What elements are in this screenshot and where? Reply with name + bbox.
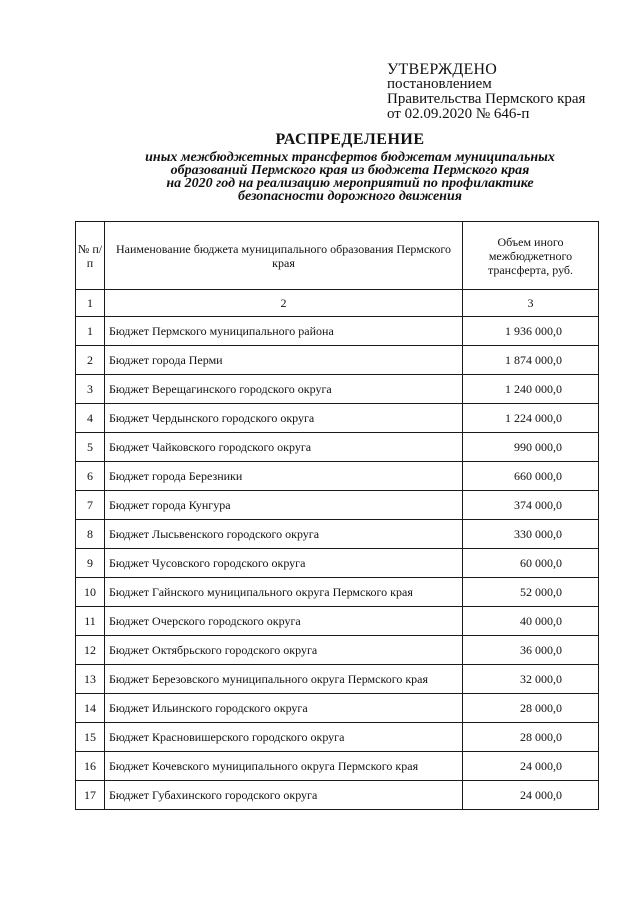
row-number: 17 <box>76 781 105 810</box>
budget-name: Бюджет города Перми <box>105 346 463 375</box>
budget-name: Бюджет Очерского городского округа <box>105 607 463 636</box>
row-number: 16 <box>76 752 105 781</box>
row-number: 12 <box>76 636 105 665</box>
table-row <box>76 433 599 462</box>
budget-name: Бюджет города Кунгура <box>105 491 463 520</box>
table-row <box>76 752 599 781</box>
budget-name: Бюджет Пермского муниципального района <box>105 317 463 346</box>
budget-name: Бюджет Ильинского городского округа <box>105 694 463 723</box>
budget-name: Бюджет Губахинского городского округа <box>105 781 463 810</box>
table-row <box>76 520 599 549</box>
column-number: 1 <box>76 290 105 317</box>
table-row <box>76 578 599 607</box>
table-row <box>76 549 599 578</box>
approval-stamp <box>387 62 637 122</box>
column-number: 2 <box>105 290 463 317</box>
table-row <box>76 491 599 520</box>
row-number: 7 <box>76 491 105 520</box>
header-name: Наименование бюджета муниципального образования Пермского края <box>105 222 463 290</box>
table-row <box>76 723 599 752</box>
transfer-amount: 24 000,0 <box>463 781 599 810</box>
transfer-amount: 374 000,0 <box>463 491 599 520</box>
subtitle-line: безопасности дорожного движения <box>238 189 462 204</box>
approval-line: Правительства Пермского края <box>387 91 586 107</box>
transfer-amount: 60 000,0 <box>463 549 599 578</box>
budget-name: Бюджет Чердынского городского округа <box>105 404 463 433</box>
row-number: 14 <box>76 694 105 723</box>
table-row <box>76 317 599 346</box>
transfer-amount: 1 936 000,0 <box>463 317 599 346</box>
table-row <box>76 462 599 491</box>
table-row <box>76 404 599 433</box>
column-number-row <box>76 290 599 317</box>
document-title: РАСПРЕДЕЛЕНИЕ <box>275 131 425 148</box>
budget-name: Бюджет Октябрьского городского округа <box>105 636 463 665</box>
table-row <box>76 607 599 636</box>
budget-name: Бюджет Верещагинского городского округа <box>105 375 463 404</box>
transfer-amount: 52 000,0 <box>463 578 599 607</box>
budget-name: Бюджет Чайковского городского округа <box>105 433 463 462</box>
transfer-amount: 330 000,0 <box>463 520 599 549</box>
row-number: 2 <box>76 346 105 375</box>
budget-name: Бюджет Красновишерского городского округа <box>105 723 463 752</box>
table-row <box>76 375 599 404</box>
row-number: 9 <box>76 549 105 578</box>
transfer-amount: 24 000,0 <box>463 752 599 781</box>
row-number: 6 <box>76 462 105 491</box>
budget-name: Бюджет Лысьвенского городского округа <box>105 520 463 549</box>
transfer-amount: 1 240 000,0 <box>463 375 599 404</box>
table-row <box>76 694 599 723</box>
approval-line: постановлением <box>387 76 492 92</box>
transfer-amount: 28 000,0 <box>463 723 599 752</box>
row-number: 5 <box>76 433 105 462</box>
row-number: 11 <box>76 607 105 636</box>
transfer-amount: 36 000,0 <box>463 636 599 665</box>
table-row <box>76 346 599 375</box>
header-amount: Объем иного межбюджетного трансферта, руб. <box>463 222 599 290</box>
budget-name: Бюджет города Березники <box>105 462 463 491</box>
transfer-amount: 990 000,0 <box>463 433 599 462</box>
row-number: 4 <box>76 404 105 433</box>
row-number: 13 <box>76 665 105 694</box>
column-number: 3 <box>463 290 599 317</box>
transfer-amount: 40 000,0 <box>463 607 599 636</box>
row-number: 8 <box>76 520 105 549</box>
budget-name: Бюджет Кочевского муниципального округа Пермского края <box>105 752 463 781</box>
header-num: № п/п <box>76 222 105 290</box>
budget-name: Бюджет Чусовского городского округа <box>105 549 463 578</box>
table-row <box>76 636 599 665</box>
approval-date: от 02.09.2020 № 646-п <box>387 106 530 122</box>
distribution-table <box>75 221 599 810</box>
row-number: 15 <box>76 723 105 752</box>
subtitle-line: на 2020 год на реализацию мероприятий по профилактике <box>166 176 534 191</box>
budget-name: Бюджет Березовского муниципального округа Пермского края <box>105 665 463 694</box>
table-header-row <box>76 222 599 290</box>
budget-name: Бюджет Гайнского муниципального округа Пермского края <box>105 578 463 607</box>
transfer-amount: 32 000,0 <box>463 665 599 694</box>
subtitle-line: иных межбюджетных трансфертов бюджетам муниципальных <box>145 150 555 165</box>
transfer-amount: 28 000,0 <box>463 694 599 723</box>
transfer-amount: 660 000,0 <box>463 462 599 491</box>
subtitle-line: образований Пермского края из бюджета Пермского края <box>170 163 530 178</box>
row-number: 3 <box>76 375 105 404</box>
row-number: 10 <box>76 578 105 607</box>
transfer-amount: 1 874 000,0 <box>463 346 599 375</box>
document-subtitle <box>100 151 600 203</box>
approval-heading: УТВЕРЖДЕНО <box>387 61 498 78</box>
table-row <box>76 665 599 694</box>
transfer-amount: 1 224 000,0 <box>463 404 599 433</box>
row-number: 1 <box>76 317 105 346</box>
table-row <box>76 781 599 810</box>
